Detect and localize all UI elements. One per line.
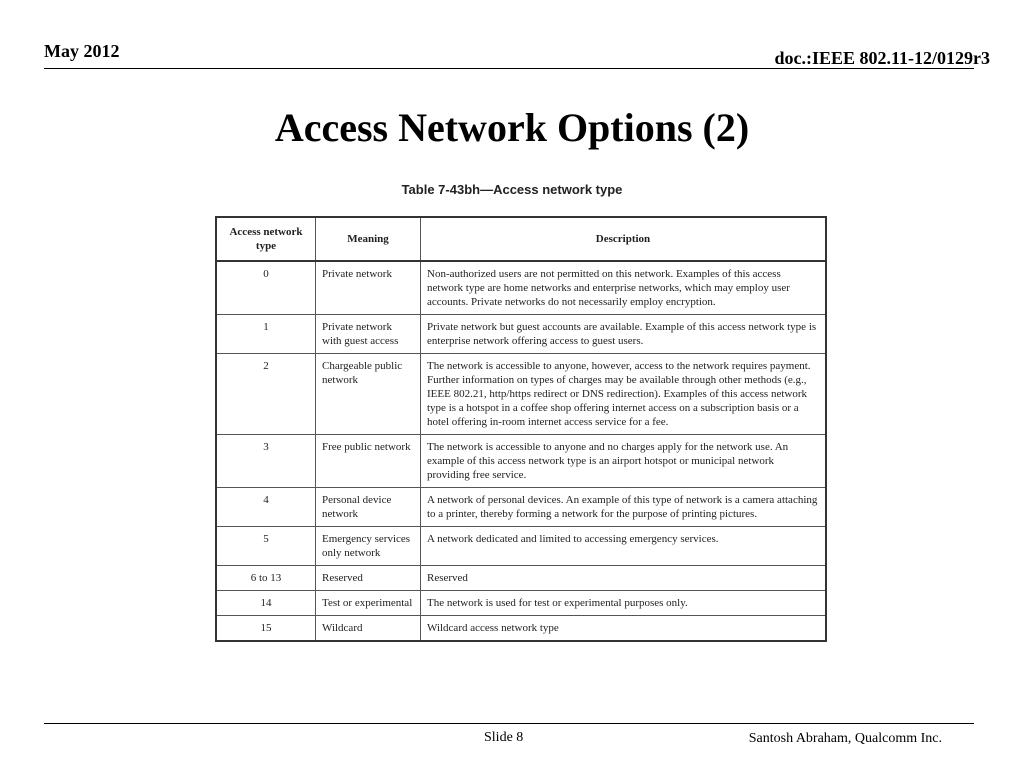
cell-description: A network dedicated and limited to accessing emergency services.	[421, 527, 827, 566]
cell-description: Reserved	[421, 566, 827, 591]
cell-type: 15	[216, 616, 316, 642]
cell-description: Wildcard access network type	[421, 616, 827, 642]
cell-type: 2	[216, 354, 316, 435]
cell-description: Private network but guest accounts are available. Example of this access network type is enterprise network offering access to guest users.	[421, 315, 827, 354]
cell-meaning: Personal device network	[316, 488, 421, 527]
cell-meaning: Wildcard	[316, 616, 421, 642]
column-header-description: Description	[421, 217, 827, 261]
cell-meaning: Test or experimental	[316, 591, 421, 616]
header-date: May 2012	[44, 41, 120, 61]
cell-meaning: Private network	[316, 261, 421, 315]
table-row	[216, 435, 826, 488]
cell-type: 5	[216, 527, 316, 566]
column-header-access-network-type: Access network type	[216, 217, 316, 261]
table-header-row	[216, 217, 826, 261]
cell-type: 6 to 13	[216, 566, 316, 591]
cell-meaning: Chargeable public network	[316, 354, 421, 435]
footer-author: Santosh Abraham, Qualcomm Inc.	[748, 731, 942, 746]
table-row	[216, 261, 826, 315]
cell-meaning: Reserved	[316, 566, 421, 591]
table-caption: Table 7-43bh—Access network type	[401, 182, 623, 197]
cell-type: 1	[216, 315, 316, 354]
table-row	[216, 488, 826, 527]
cell-type: 4	[216, 488, 316, 527]
cell-description: Non-authorized users are not permitted on this network. Examples of this access network type are home networks and enterprise networks, which may employ user accounts. Private networks do not necessarily employ encryption.	[421, 261, 827, 315]
table-row	[216, 315, 826, 354]
cell-meaning: Emergency services only network	[316, 527, 421, 566]
table-row	[216, 566, 826, 591]
cell-description: The network is accessible to anyone and no charges apply for the network use. An example of this access network type is an airport hotspot or municipal network providing free service.	[421, 435, 827, 488]
cell-type: 3	[216, 435, 316, 488]
document-id: doc.:IEEE 802.11-12/0129r3	[774, 48, 990, 68]
cell-description: The network is used for test or experimental purposes only.	[421, 591, 827, 616]
footer-divider	[44, 723, 974, 724]
cell-meaning: Private network with guest access	[316, 315, 421, 354]
header-divider	[44, 68, 974, 69]
table-row	[216, 527, 826, 566]
cell-type: 14	[216, 591, 316, 616]
cell-description: The network is accessible to anyone, however, access to the network requires payment. Further information on types of charges may be available through other methods (e.g., IEEE 802.21, http/https redirect or DNS redirection). Examples of this access network type is a hotspot in a coffee shop offering internet access on a subscription basis or a hotel offering in-room internet access service for a fee.	[421, 354, 827, 435]
cell-description: A network of personal devices. An example of this type of network is a camera attaching to a printer, thereby forming a network for the purpose of printing pictures.	[421, 488, 827, 527]
cell-meaning: Free public network	[316, 435, 421, 488]
slide-title: Access Network Options (2)	[274, 105, 750, 150]
cell-type: 0	[216, 261, 316, 315]
slide-number: Slide 8	[484, 730, 524, 745]
table-row	[216, 591, 826, 616]
table-row	[216, 616, 826, 642]
column-header-meaning: Meaning	[316, 217, 421, 261]
table-row	[216, 354, 826, 435]
access-network-type-table	[215, 216, 827, 642]
